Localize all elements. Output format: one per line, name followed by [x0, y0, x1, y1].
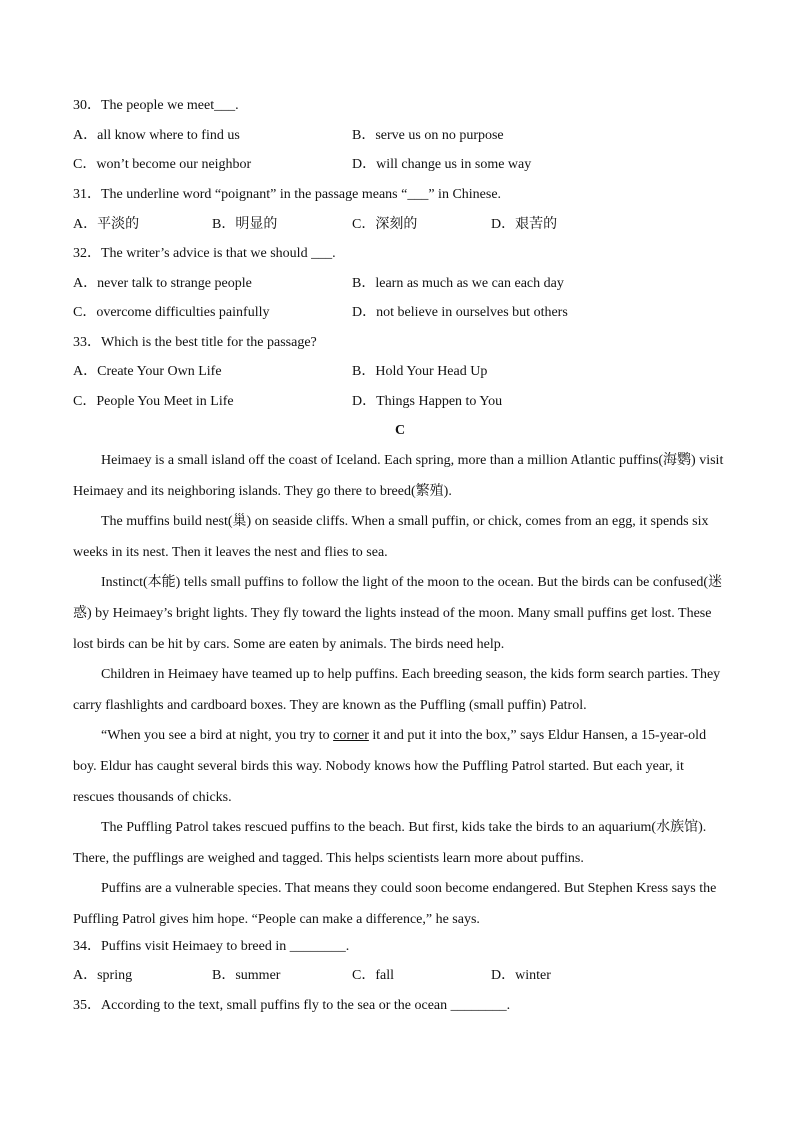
- question-33-option-d: D．Things Happen to You: [352, 394, 503, 409]
- question-31-option-c: C．深刻的: [352, 217, 418, 232]
- question-30-option-b: B．serve us on no purpose: [352, 128, 504, 143]
- question-31-option-b: B．明显的: [212, 217, 278, 232]
- paragraph-text: Instinct(本能) tells small puffins to follow the light of the moon to the ocean. But the birds can be confused(迷惑) by Heimaey’s bright lights. They fly toward the lights instead of the moon. Many small puffins get lost. These lost birds can be hit by cars. Some are eaten by animals. The birds need help.: [73, 575, 723, 652]
- question-33-stem: 33．Which is the best title for the passage?: [73, 335, 317, 350]
- paragraph-text: The Puffling Patrol takes rescued puffins to the beach. But first, kids take the birds to an aquarium(水族馆). There, the pufflings are weighed and tagged. This helps scientists learn more about puffins.: [73, 820, 707, 866]
- paragraph-text: Children in Heimaey have teamed up to help puffins. Each breeding season, the kids form search parties. They carry flashlights and cardboard boxes. They are known as the Puffling (small puffin) Patrol.: [73, 667, 721, 713]
- question-31-option-d: D．艰苦的: [491, 217, 558, 232]
- question-33-option-c: C．People You Meet in Life: [73, 394, 234, 409]
- question-35-stem: 35．According to the text, small puffins fly to the sea or the ocean ________.: [73, 998, 511, 1013]
- question-31-stem: 31．The underline word “poignant” in the passage means “___” in Chinese.: [73, 187, 502, 202]
- passage-paragraph: [73, 506, 728, 568]
- passage-paragraph: [73, 567, 728, 660]
- question-34-option-a: A．spring: [73, 968, 133, 983]
- passage-paragraph: [73, 873, 728, 935]
- question-34-option-b: B．summer: [212, 968, 281, 983]
- question-32-option-d: D．not believe in ourselves but others: [352, 305, 568, 320]
- question-34-option-d: D．winter: [491, 968, 551, 983]
- question-32-option-a: A．never talk to strange people: [73, 276, 252, 291]
- question-32-stem: 32．The writer’s advice is that we should ___.: [73, 246, 336, 261]
- passage-paragraph: [73, 659, 728, 721]
- paragraph-text: Heimaey is a small island off the coast of Iceland. Each spring, more than a million Atlantic puffins(海鹦) visit Heimaey and its neighboring islands. They go there to breed(繁殖).: [73, 453, 724, 499]
- section-heading: C: [394, 423, 406, 438]
- question-31-option-a: A．平淡的: [73, 217, 140, 232]
- paragraph-text-after: it and put it into the box,” says Eldur Hansen, a 15-year-old boy. Eldur has caught several birds this way. Nobody knows how the Puffling Patrol started. But each year, it rescues thousands of chicks.: [73, 728, 707, 805]
- passage-paragraph: [73, 720, 728, 813]
- question-34-stem: 34．Puffins visit Heimaey to breed in ________.: [73, 939, 350, 954]
- passage-paragraph: [73, 445, 728, 507]
- question-32-option-c: C．overcome difficulties painfully: [73, 305, 270, 320]
- paragraph-text: Puffins are a vulnerable species. That means they could soon become endangered. But Stephen Kress says the Puffling Patrol gives him hope. “People can make a difference,” he says.: [73, 881, 717, 927]
- question-30-option-a: A．all know where to find us: [73, 128, 240, 143]
- paragraph-text-before: “When you see a bird at night, you try to: [101, 728, 334, 743]
- question-30-option-d: D．will change us in some way: [352, 157, 532, 172]
- question-34-option-c: C．fall: [352, 968, 394, 983]
- question-30-stem: 30．The people we meet___.: [73, 98, 239, 113]
- paragraph-text: The muffins build nest(巢) on seaside cliffs. When a small puffin, or chick, comes from an egg, it spends six weeks in its nest. Then it leaves the nest and flies to sea.: [73, 514, 709, 560]
- question-32-option-b: B．learn as much as we can each day: [352, 276, 564, 291]
- passage-paragraph: [73, 812, 728, 874]
- question-33-option-a: A．Create Your Own Life: [73, 364, 222, 379]
- question-30-option-c: C．won’t become our neighbor: [73, 157, 252, 172]
- question-33-option-b: B．Hold Your Head Up: [352, 364, 488, 379]
- underlined-word: corner: [333, 728, 369, 743]
